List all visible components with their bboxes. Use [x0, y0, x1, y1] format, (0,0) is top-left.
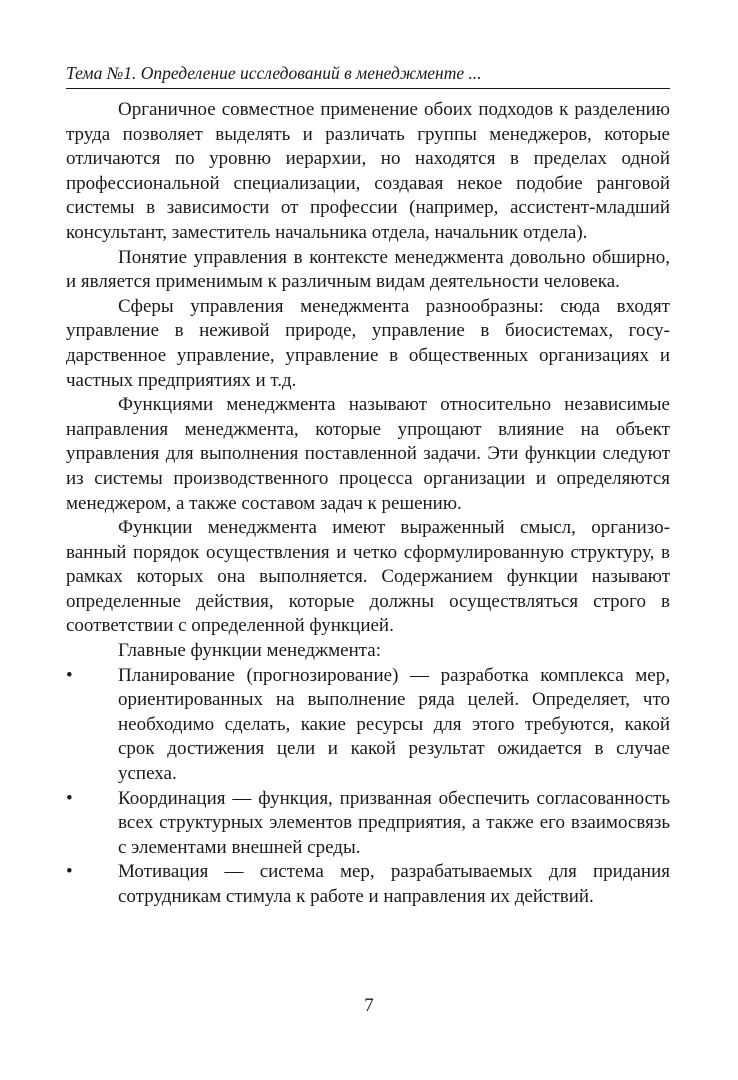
list-item-text: Мотивация — система мер, разрабатываемых для придания сотрудникам стимула к работе и направления их действий. — [118, 861, 670, 907]
paragraph: Функциями менеджмента называют относительно независимые направления менеджмента, которые упрощают влияние на объект управления для выполнения поставленной задачи. Эти функции следуют из системы производственного процесса организации и определяются менеджером, а также составом задач к решению. — [66, 394, 670, 514]
list-item — [66, 860, 670, 909]
list-intro: Главные функции менеджмента: — [118, 640, 382, 662]
bullet-icon: • — [66, 787, 73, 809]
list-item-text: Координация — функция, призванная обеспечить согласованность всех структурных элементов предприятия, а также его взаимосвязь с элементами внешней среды. — [118, 787, 670, 858]
list-item — [66, 664, 670, 787]
paragraph: Органичное совместное применение обоих подходов к разделению труда позволяет выделять и различать группы менеджеров, которые отличаются по уровню иерархии, но находятся в пределах одной профессиональной специализации, создавая некое подобие ранговой системы в зависимости от профессии (например, ассистент-младший консультант, заместитель начальника отдела, начальник отдела). — [66, 99, 670, 243]
page-number: 7 — [364, 995, 374, 1016]
header-divider — [66, 88, 670, 89]
list-item — [66, 787, 670, 861]
paragraph: Понятие управления в контексте менеджмента довольно обширно, и является применимым к различным видам деятельности человека. — [66, 246, 670, 293]
page-body — [66, 98, 670, 910]
functions-list — [66, 664, 670, 910]
running-title: Тема №1. Определение исследований в менеджменте ... — [66, 63, 482, 83]
paragraph: Сферы управления менеджмента разнообразны: сюда входят управление в неживой природе, управление в биосистемах, государственное управление, управление в общественных организациях и частных предприятиях и т.д. — [66, 295, 670, 391]
paragraph: Функции менеджмента имеют выраженный смысл, организованный порядок осуществления и четко сформулированную структуру, в рамках которых она выполняется. Содержанием функции называют определенные действия, которые должны осуществляться строго в соответствии с определенной функцией. — [66, 517, 670, 637]
list-item-text: Планирование (прогнозирование) — разработка комплекса мер, ориентированных на выполнение ряда целей. Определяет, что необходимо сделать, какие ресурсы для этого требуются, какой срок достижения цели и какой результат ожидается в случае успеха. — [118, 664, 670, 785]
bullet-icon: • — [66, 861, 73, 883]
bullet-icon: • — [66, 664, 73, 686]
